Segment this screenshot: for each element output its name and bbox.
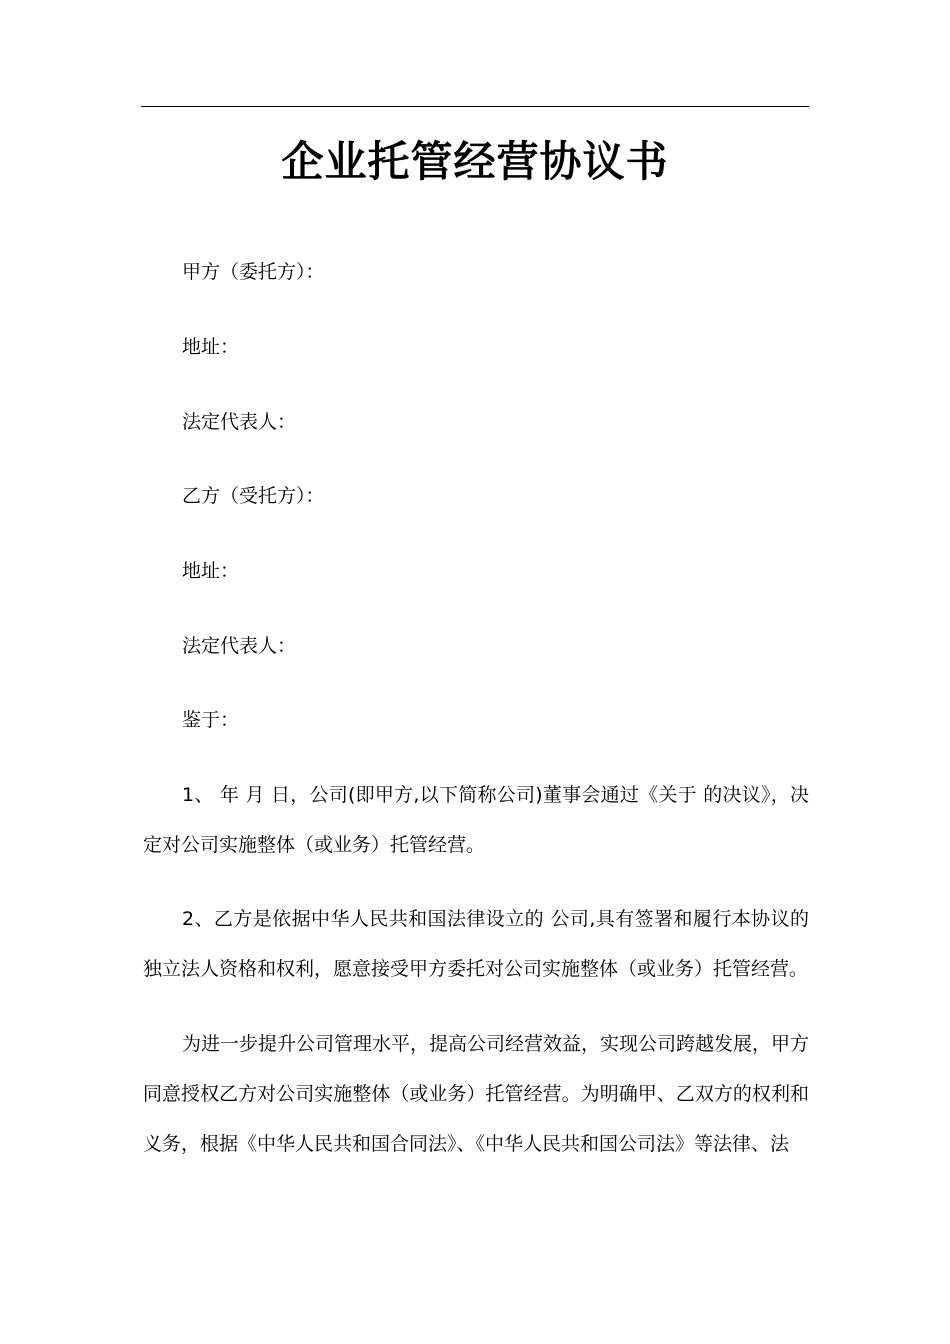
document-title: 企业托管经营协议书 <box>281 137 669 186</box>
party-a-address-label: 地址： <box>182 336 240 358</box>
purpose-paragraph: 为进一步提升公司管理水平，提高公司经营效益，实现公司跨越发展，甲方同意授权乙方对公司实施整体（或业务）托管经营。为明确甲、乙双方的权利和义务，根据《中华人民共和国合同法》、《中华人民共和国公司法》等法律、法 <box>143 1033 810 1155</box>
party-b-label: 乙方（受托方）： <box>182 485 325 507</box>
party-a-legal-rep-label: 法定代表人： <box>182 411 297 433</box>
header-rule <box>141 106 809 107</box>
party-a-label: 甲方（委托方）： <box>182 261 325 283</box>
recital-paragraph-2: 2、乙方是依据中华人民共和国法律设立的 公司,具有签署和履行本协议的独立法人资格和权利，愿意接受甲方委托对公司实施整体（或业务）托管经营。 <box>143 908 809 980</box>
party-b-legal-rep-label: 法定代表人： <box>182 635 297 657</box>
party-b-address-label: 地址： <box>182 560 240 582</box>
recital-paragraph-1: 1、 年 月 日，公司(即甲方,以下简称公司)董事会通过《关于 的决议》，决定对公司实施整体（或业务）托管经营。 <box>143 784 809 856</box>
whereas-label: 鉴于： <box>182 709 240 731</box>
